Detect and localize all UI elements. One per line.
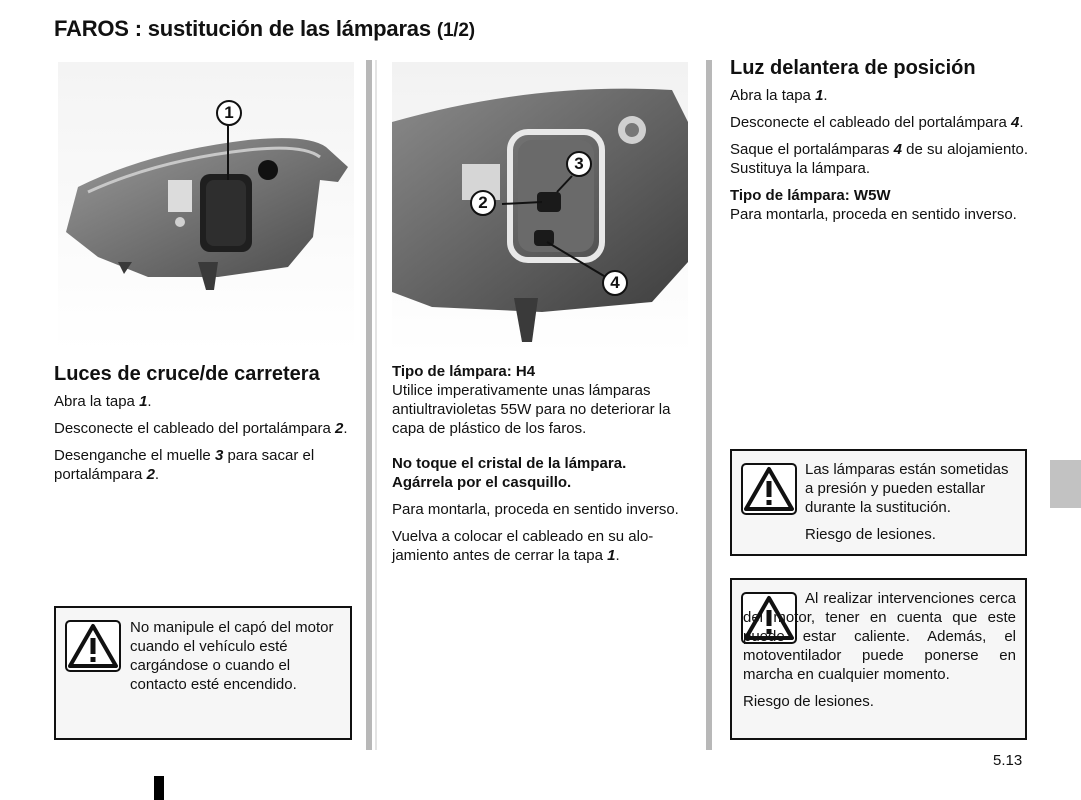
- column-bar-left: [366, 60, 372, 750]
- warning-box-pressure: [730, 449, 1027, 556]
- warning-engine-risk: Riesgo de lesiones.: [743, 693, 874, 710]
- warning-box-hood: [54, 606, 352, 740]
- do-not-touch-glass: No toque el cristal de la lámpara. Agárrela por el casquillo.: [392, 455, 627, 491]
- step-open-cover: Abra la tapa 1.: [54, 393, 152, 410]
- column-1-text: [54, 362, 352, 492]
- figure-1-callout-1: 1: [216, 100, 242, 126]
- section-heading-posicion: Luz delantera de posición: [730, 57, 976, 79]
- step-remove-holder: Saque el portalámparas 4 de su alojamiento. Sustituya la lámpara.: [730, 141, 1028, 177]
- step-open-cover-position: Abra la tapa 1.: [730, 87, 828, 104]
- warning-hood-text: No manipule el capó del motor cuando el vehículo esté cargándose o cuando el contacto esté encendido.: [130, 619, 334, 693]
- figure-2-callout-4: 4: [602, 270, 628, 296]
- page-number: 5.13: [993, 752, 1023, 769]
- figure-1-headlight-rear: [58, 62, 354, 352]
- reverse-mount-note: Para montarla, proceda en sentido inverso.: [392, 501, 679, 518]
- lamp-type-h4: Tipo de lámpara: H4: [392, 363, 536, 380]
- figure-2-headlight-detail: [392, 62, 688, 354]
- warning-triangle-icon: [741, 463, 797, 515]
- figure-2-callout-2: 2: [470, 190, 496, 216]
- warning-triangle-icon: [65, 620, 121, 672]
- title-page-indicator: (1/2): [436, 20, 475, 41]
- column-3-text: [730, 56, 1028, 232]
- chapter-side-tab: [1050, 460, 1081, 508]
- warning-box-engine: [730, 578, 1027, 740]
- column-bar-right: [706, 60, 712, 750]
- column-divider: [375, 60, 377, 750]
- step-release-spring: Desenganche el muelle 3 para sacar el portalámpara 2.: [54, 447, 315, 483]
- step-disconnect-wiring: Desconecte el cableado del portalámpara 2.: [54, 420, 348, 437]
- step-disconnect-position: Desconecte el cableado del portalámpara 4.: [730, 114, 1024, 131]
- uv-lamp-note: Utilice imperativamente unas lámparas antiultravioletas 55W para no deteriorar la capa de plástico de los faros.: [392, 382, 671, 437]
- section-heading-cruce: Luces de cruce/de carretera: [54, 363, 320, 385]
- warning-engine-text: Al realizar intervenciones cerca del motor, tener en cuenta que este puede estar caliente. Además, el motoventilador puede ponerse en marcha en cualquier momento.: [743, 590, 1016, 683]
- lamp-type-w5w: Tipo de lámpara: W5W: [730, 187, 891, 204]
- figure-2-callout-3: 3: [566, 151, 592, 177]
- warning-pressure-text: Las lámparas están sometidas a presión y pueden estallar durante la sustitución.: [805, 461, 1009, 516]
- print-mark: [154, 776, 164, 800]
- replace-wiring-note: Vuelva a colocar el cableado en su alojamiento antes de cerrar la tapa 1.: [392, 528, 654, 564]
- page-title: FAROS : sustitución de las lámparas (1/2): [54, 16, 475, 41]
- reverse-mount-position: Para montarla, proceda en sentido inverso.: [730, 206, 1017, 223]
- column-2-text: [392, 362, 690, 573]
- warning-pressure-risk: Riesgo de lesiones.: [805, 526, 936, 543]
